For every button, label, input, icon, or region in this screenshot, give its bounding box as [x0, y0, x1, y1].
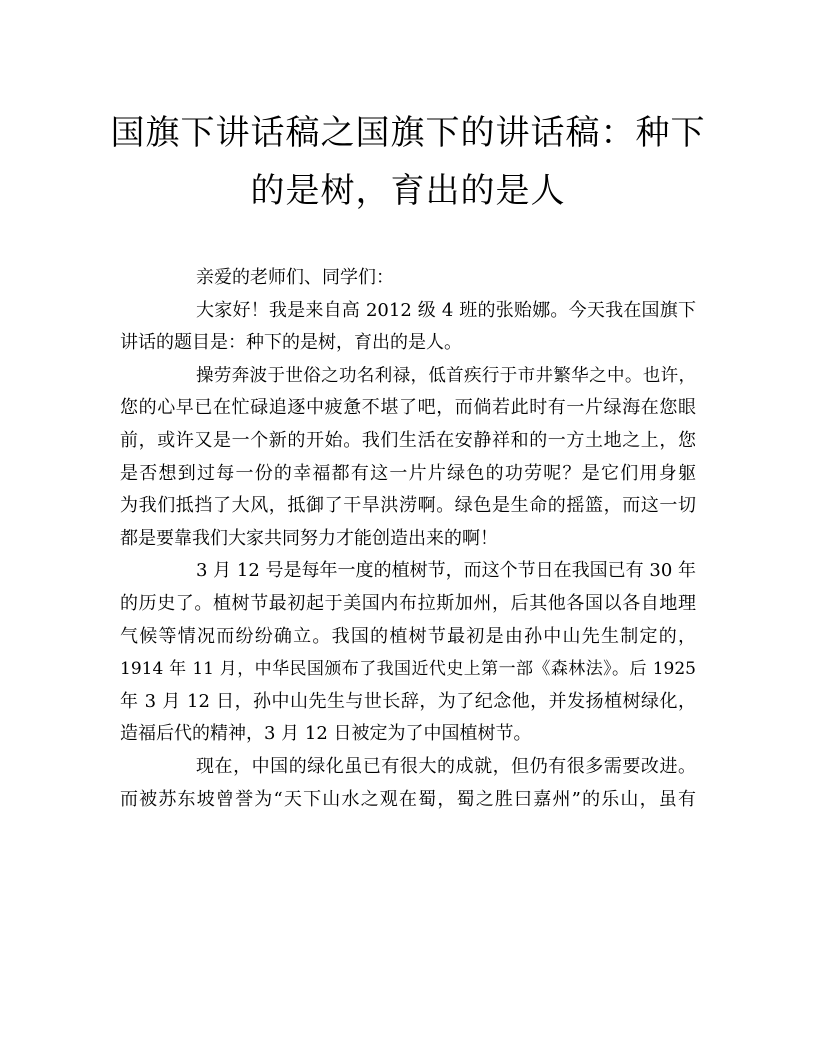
paragraph-line: 操劳奔波于世俗之功名利禄，低首疾行于市井繁华之中。也许，: [196, 365, 696, 386]
paragraph-line: 3 月 12 号是每年一度的植树节，而这个节日在我国已有 30 年: [196, 560, 696, 582]
paragraph-line: 是否想到过每一份的幸福都有这一片片绿色的功劳呢？是它们用身躯: [120, 462, 696, 484]
paragraph-line: 造福后代的精神，3 月 12 日被定为了中国植树节。: [120, 723, 532, 745]
paragraph-line: 现在，中国的绿化虽已有很大的成就，但仍有很多需要改进。: [196, 755, 696, 777]
paragraph-line: 都是要靠我们大家共同努力才能创造出来的啊！: [120, 527, 498, 549]
paragraph-arbor-day: [120, 555, 696, 751]
paragraph-line: 大家好！我是来自高 2012 级 4 班的张贻娜。今天我在国旗下: [196, 299, 696, 321]
paragraph-line: 您的心早已在忙碌追逐中疲惫不堪了吧，而倘若此时有一片绿海在您眼: [120, 397, 696, 419]
paragraph-line: 为我们抵挡了大风，抵御了干旱洪涝啊。绿色是生命的摇篮，而这一切: [120, 495, 696, 517]
paragraph-line: 讲话的题目是：种下的是树，育出的是人。: [120, 332, 462, 354]
paragraph-line: 前，或许又是一个新的开始。我们生活在安静祥和的一方土地之上，您: [120, 429, 696, 451]
title-line: 国旗下讲话稿之国旗下的讲话稿：种下: [110, 113, 706, 153]
paragraph-line: 气候等情况而纷纷确立。我国的植树节最初是由孙中山先生制定的，: [120, 625, 696, 647]
greeting-line: 亲爱的老师们、同学们：: [196, 267, 394, 288]
title-line: 的是树，育出的是人: [250, 171, 566, 211]
paragraph-intro: [120, 295, 696, 360]
paragraph-green: [120, 360, 696, 556]
document-title: [100, 104, 716, 220]
paragraph-line: 1914 年 11 月，中华民国颁布了我国近代史上第一部《森林法》。后 1925: [120, 659, 696, 680]
paragraph-line: 而被苏东坡曾誉为“天下山水之观在蜀，蜀之胜曰嘉州”的乐山，虽有: [120, 788, 696, 810]
document-body: [120, 262, 696, 816]
paragraph-now: [120, 751, 696, 816]
paragraph-line: 年 3 月 12 日，孙中山先生与世长辞，为了纪念他，并发扬植树绿化，: [120, 690, 696, 712]
paragraph-line: 的历史了。植树节最初起于美国内布拉斯加州，后其他各国以各自地理: [120, 592, 696, 614]
